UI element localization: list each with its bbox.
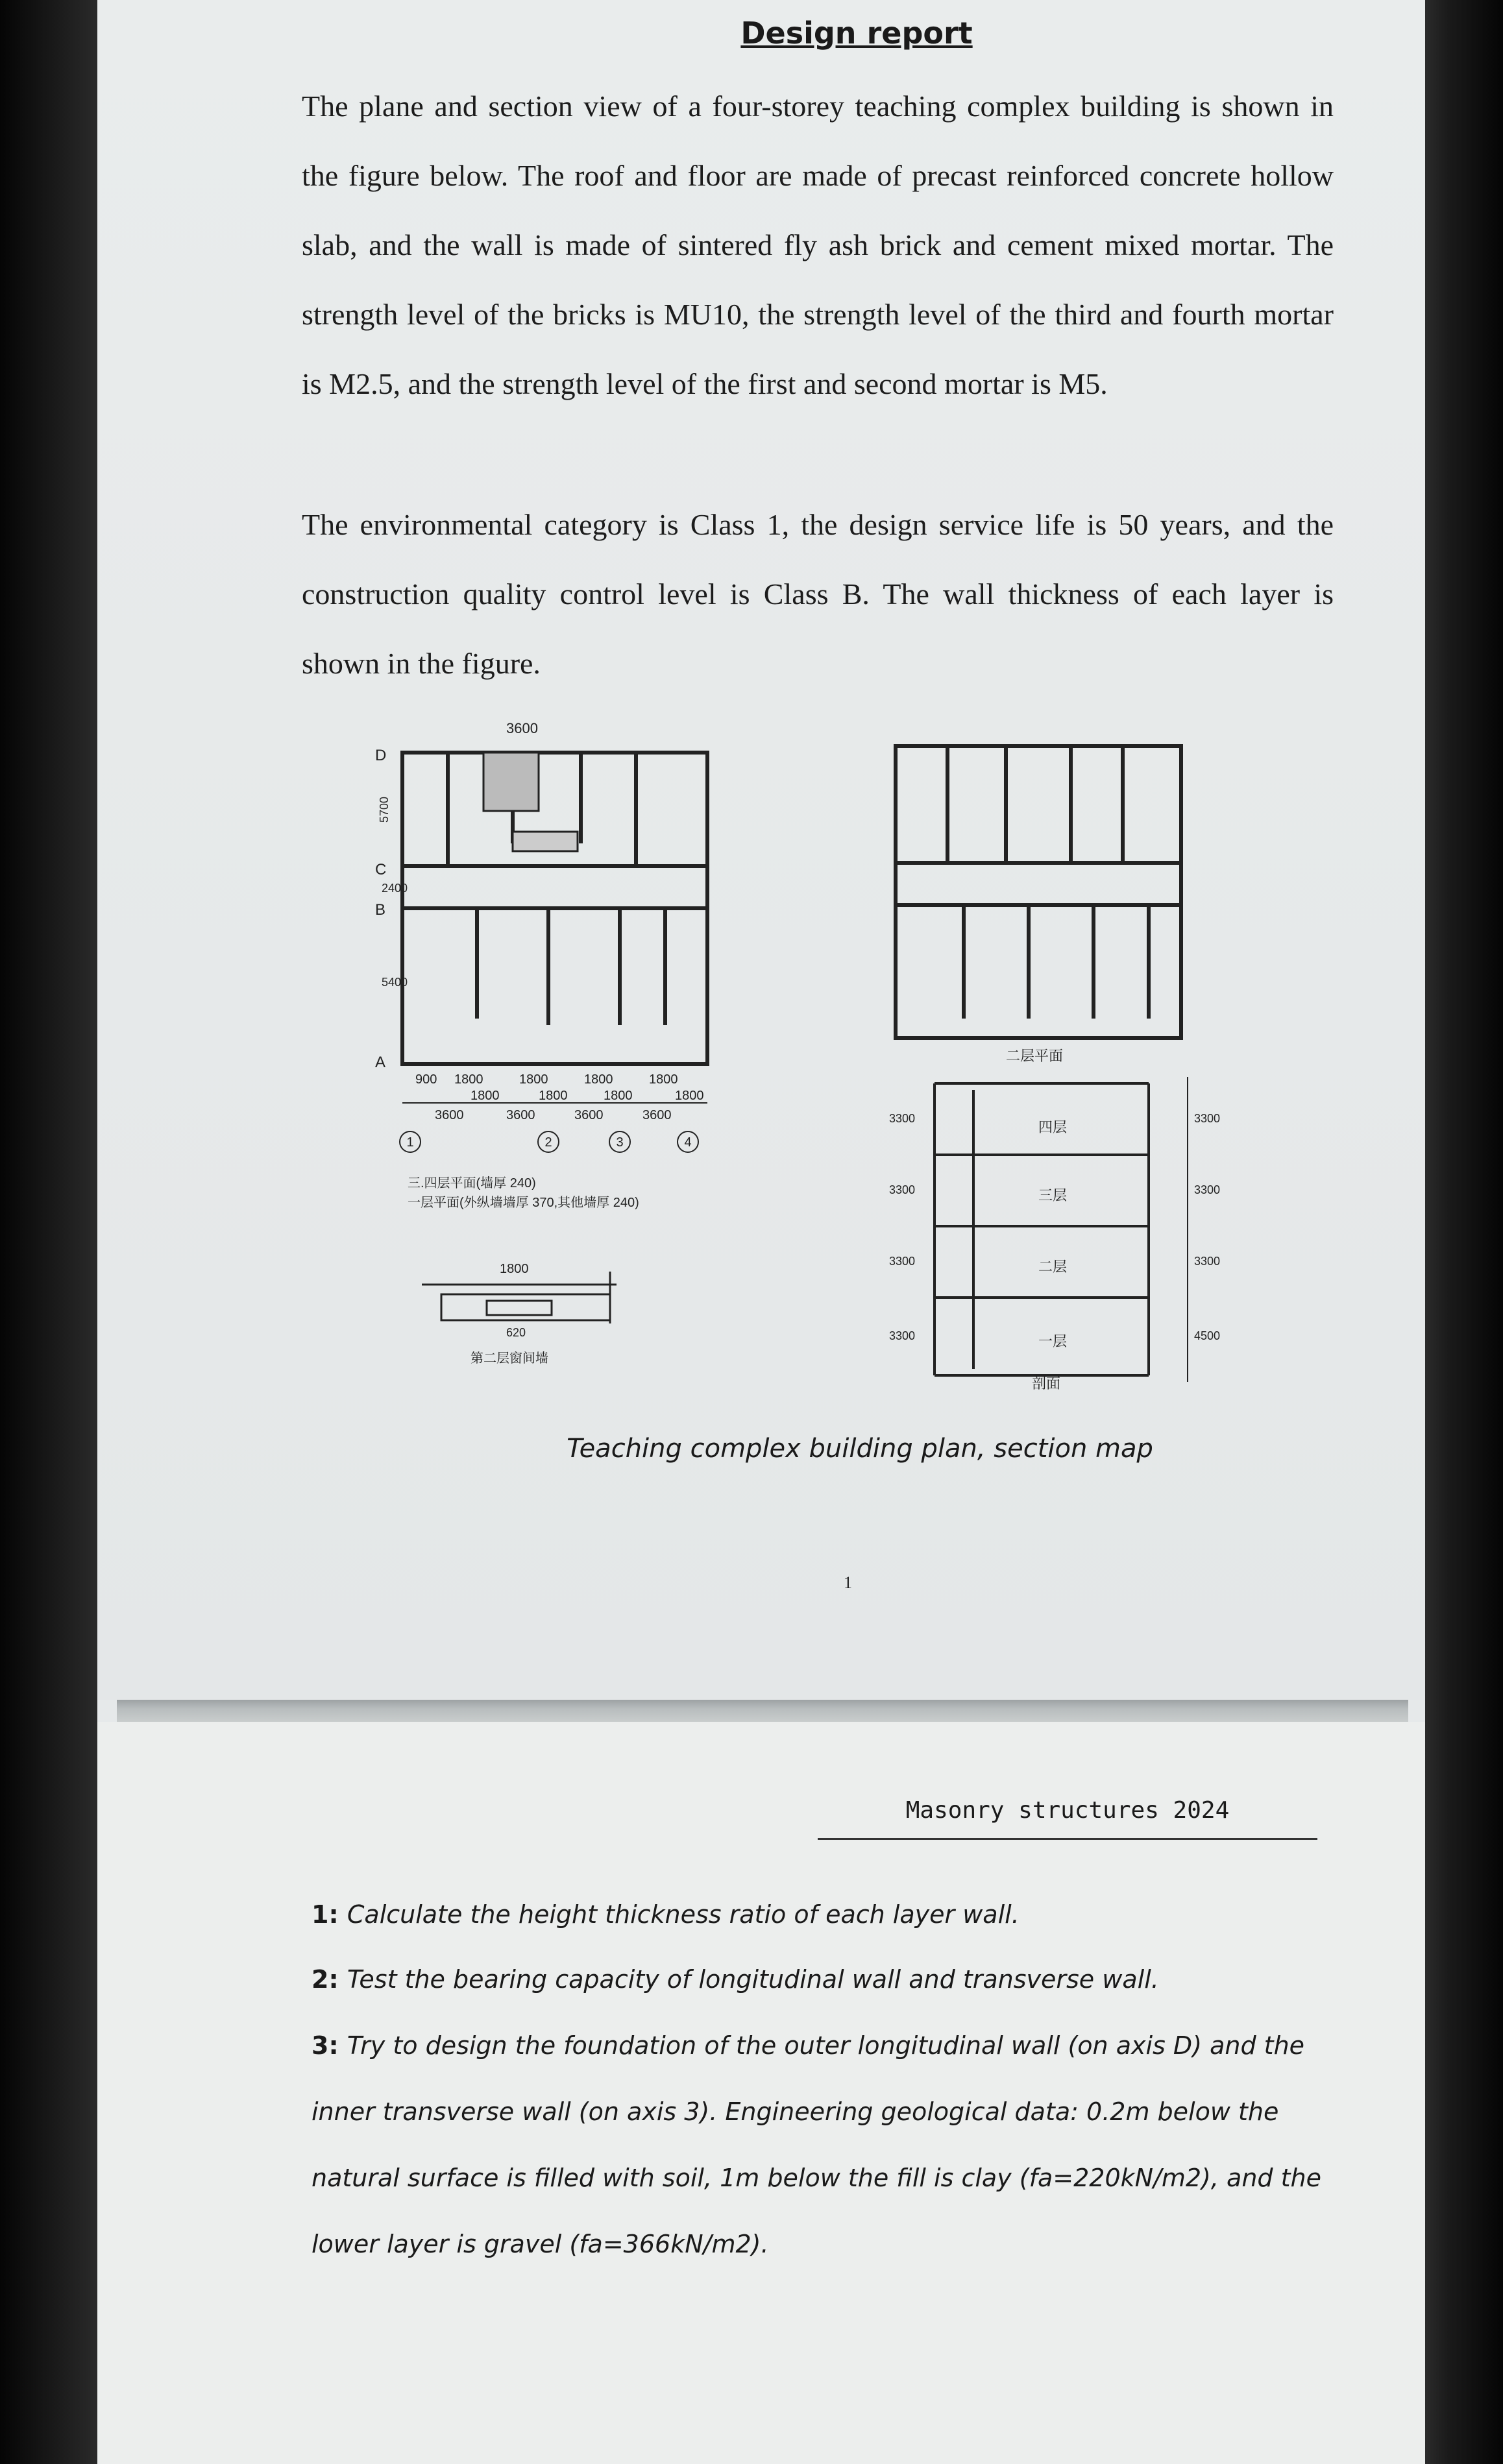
dim-900: 900 [415, 1072, 437, 1087]
window-pier-detail [422, 1272, 617, 1323]
question-3: 3: Try to design the foundation of the outer longitudinal wall (on axis D) and the inner transverse wall (on axis 3). Engineering geological data: 0.2m below the natural surface is filled with soil, 1m below the fill is clay (fa=220kN/m2), and the lower layer is gravel (fa=366kN/m2). [312, 2031, 1321, 2258]
question-2-number: 2 [312, 1965, 329, 1994]
col-3-label: 3 [616, 1135, 624, 1150]
dim-bay-2: 3600 [506, 1108, 535, 1122]
device-bezel-right [1425, 0, 1503, 2464]
document-viewer[interactable] [97, 0, 1425, 2464]
dim-bay-1: 3600 [435, 1108, 464, 1122]
question-1: 1: Calculate the height thickness ratio of each layer wall. [312, 1900, 1020, 1929]
figure-caption: Teaching complex building plan, section map [567, 1434, 1153, 1464]
question-2: 2: Test the bearing capacity of longitudinal wall and transverse wall. [312, 1965, 1159, 1994]
section-left-height-3: 3300 [889, 1183, 916, 1196]
section-floor-2: 二层 [1038, 1259, 1068, 1275]
dim-mid-1: 1800 [470, 1089, 500, 1103]
page-1 [97, 0, 1425, 1700]
dim-top-3: 1800 [519, 1072, 548, 1087]
col-2-label: 2 [544, 1135, 552, 1150]
section-height-1: 4500 [1194, 1329, 1221, 1342]
section-height-2: 3300 [1194, 1255, 1221, 1268]
plan-2-title: 二层平面 [1006, 1048, 1064, 1064]
section-height-4: 3300 [1194, 1112, 1221, 1125]
question-3-number: 3 [312, 2031, 329, 2060]
dim-mid-4: 1800 [675, 1089, 704, 1103]
dim-top-2: 1800 [454, 1072, 483, 1087]
section-left-height-4: 3300 [889, 1112, 916, 1125]
plan-note-2: 一层平面(外纵墙墙厚 370,其他墙厚 240) [408, 1196, 639, 1210]
dim-top-4: 1800 [584, 1072, 613, 1087]
detail-title: 第二层窗间墙 [470, 1351, 548, 1366]
detail-dim-2: 620 [506, 1326, 526, 1339]
section-floor-3: 三层 [1038, 1187, 1068, 1203]
question-1-number: 1 [312, 1900, 329, 1929]
axis-b-label: B [375, 901, 386, 919]
section-height-3: 3300 [1194, 1183, 1221, 1196]
page-number: 1 [844, 1573, 852, 1592]
page-separator [117, 1700, 1408, 1722]
detail-dim: 1800 [500, 1262, 529, 1276]
dim-top-5: 1800 [649, 1072, 678, 1087]
dim-bay-3: 3600 [574, 1108, 604, 1122]
question-3-text: Try to design the foundation of the outer longitudinal wall (on axis D) and the inner transverse wall (on axis 3). Engineering geological data: 0.2m below the natural surface is filled with soil, 1m below the fill is clay (fa=220kN/m2), and the lower layer is gravel (fa=366kN/m2). [312, 2031, 1321, 2258]
left-dim-1: 5700 [378, 796, 391, 823]
section-left-height-2: 3300 [889, 1255, 916, 1268]
plan-top-dim: 3600 [506, 720, 538, 736]
dim-mid-2: 1800 [539, 1089, 568, 1103]
axis-c-label: C [375, 861, 387, 878]
axis-d-label: D [375, 747, 387, 764]
section-title: 剖面 [1032, 1375, 1061, 1392]
col-1-label: 1 [406, 1135, 414, 1150]
device-bezel-left [0, 0, 97, 2464]
floor-plan-2 [896, 746, 1181, 1038]
axis-a-label: A [375, 1054, 386, 1071]
col-4-label: 4 [684, 1135, 692, 1150]
plan-note-1: 三.四层平面(墙厚 240) [408, 1176, 536, 1190]
report-title: Design report [740, 16, 973, 51]
section-floor-1: 一层 [1038, 1333, 1068, 1349]
floor-plan-3-4 [402, 753, 707, 1064]
question-2-text: Test the bearing capacity of longitudinal wall and transverse wall. [347, 1965, 1159, 1994]
intro-paragraph: The plane and section view of a four-storey teaching complex building is shown in the figure below. The roof and floor are made of precast reinforced concrete hollow slab, and the wall is made of sintered fly ash brick and cement mixed mortar. The strength level of the bricks is MU10, the strength level of the third and fourth mortar is M2.5, and the strength level of the first and second mortar is M5. [302, 90, 1334, 400]
dim-mid-3: 1800 [604, 1089, 633, 1103]
environment-paragraph: The environmental category is Class 1, the design service life is 50 years, and the construction quality control level is Class B. The wall thickness of each layer is shown in the figure. [302, 508, 1334, 680]
page-header: Masonry structures 2024 [818, 1797, 1317, 1840]
section-floor-4: 四层 [1038, 1119, 1068, 1135]
building-plan-figure [324, 714, 1233, 1421]
dim-bay-4: 3600 [642, 1108, 672, 1122]
left-dim-2: 2400 [382, 882, 408, 895]
question-1-text: Calculate the height thickness ratio of each layer wall. [347, 1900, 1020, 1929]
section-left-height-1: 3300 [889, 1329, 916, 1342]
left-dim-3: 5400 [382, 976, 408, 989]
